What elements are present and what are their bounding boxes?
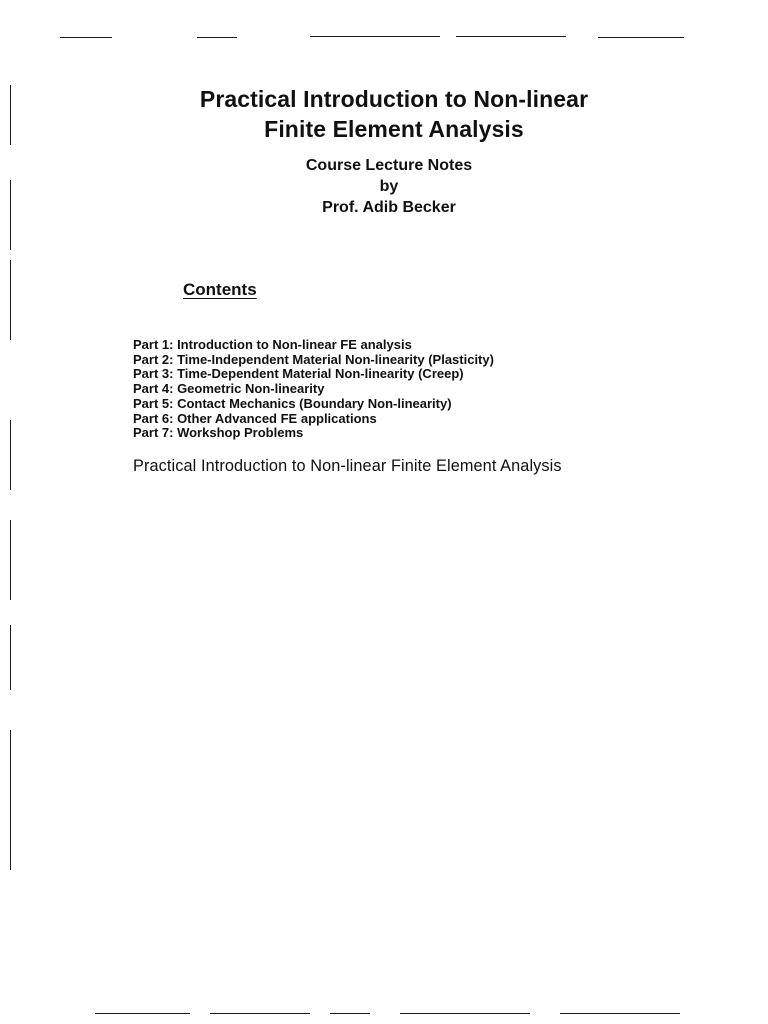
scan-artifact-line xyxy=(560,1013,680,1014)
contents-item: Part 6: Other Advanced FE applications xyxy=(133,410,377,426)
scan-artifact-line xyxy=(330,1013,370,1014)
title-line-1: Practical Introduction to Non-linear xyxy=(199,86,589,112)
author-name: Prof. Adib Becker xyxy=(322,199,456,216)
contents-item: Part 4: Geometric Non-linearity xyxy=(133,381,325,397)
contents-item: Part 3: Time-Dependent Material Non-linearity (Creep) xyxy=(133,366,464,382)
scan-artifact-line xyxy=(598,37,684,38)
contents-item: Part 7: Workshop Problems xyxy=(133,425,304,441)
scan-artifact-line xyxy=(95,1013,190,1014)
scan-artifact-line xyxy=(60,37,112,38)
scan-artifact-line xyxy=(197,37,237,38)
scan-artifact-line xyxy=(10,520,11,600)
contents-item: Part 2: Time-Independent Material Non-linearity (Plasticity) xyxy=(133,351,494,367)
document-subtitle xyxy=(0,155,768,218)
scan-artifact-line xyxy=(10,420,11,490)
contents-list xyxy=(133,338,494,441)
scan-artifact-line xyxy=(10,625,11,690)
scan-artifact-line xyxy=(456,36,566,37)
scan-artifact-line xyxy=(400,1013,530,1014)
scan-artifact-line xyxy=(310,36,440,37)
scan-artifact-line xyxy=(10,260,11,340)
contents-heading: Contents xyxy=(183,280,257,299)
running-title: Practical Introduction to Non-linear Finite Element Analysis xyxy=(133,457,562,475)
scan-artifact-line xyxy=(210,1013,310,1014)
contents-item: Part 1: Introduction to Non-linear FE analysis xyxy=(133,337,412,352)
subtitle-line-1: Course Lecture Notes xyxy=(305,157,473,174)
document-title xyxy=(0,84,768,144)
subtitle-line-2: by xyxy=(379,178,399,195)
scan-artifact-line xyxy=(10,730,11,870)
contents-item: Part 5: Contact Mechanics (Boundary Non-linearity) xyxy=(133,395,452,411)
title-line-2: Finite Element Analysis xyxy=(264,116,524,142)
